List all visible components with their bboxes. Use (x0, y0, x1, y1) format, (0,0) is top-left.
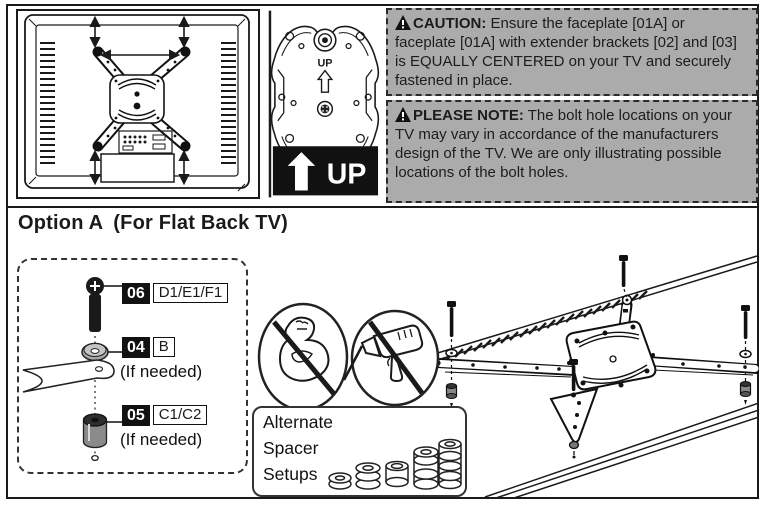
part-row-04 (122, 336, 175, 358)
part-note: (If needed) (120, 430, 203, 449)
washer-graphic (82, 344, 123, 361)
hardware-parts-box (17, 258, 248, 474)
tv-connector-panel (101, 131, 174, 182)
faceplate-closeup (268, 9, 380, 199)
tv-back-diagram-panel (16, 9, 260, 199)
mounting-bolt-3 (740, 305, 751, 405)
spacer-setup-1 (329, 473, 351, 489)
spacer-setup-2 (356, 463, 380, 489)
mounting-bolt-2 (619, 255, 628, 297)
section-divider (8, 206, 759, 208)
bracket-arm-graphic (23, 360, 114, 392)
spacer-setups-graphic (327, 430, 462, 492)
part-number-badge: 04 (122, 337, 150, 358)
alternate-spacer-label-1: Alternate (263, 412, 334, 432)
hardware-parts-graphic (21, 260, 131, 468)
caution-text: Ensure the faceplate [01A] or faceplate [01A] with extender brackets [02] and [03] is EQUALLY CENTERED on your TV and securely fastened in place. (395, 15, 737, 89)
screw-tip-graphic (92, 456, 98, 461)
option-a-title (18, 212, 288, 235)
up-banner (273, 146, 378, 195)
faceplate-x-bracket (94, 48, 190, 151)
faceplate-top-boss (314, 29, 336, 51)
plate-up-label: UP (317, 57, 333, 70)
part-code-badge: D1/E1/F1 (153, 283, 228, 303)
alternate-spacer-label-2: Spacer (263, 438, 319, 458)
alternate-spacer-label-3: Setups (263, 464, 318, 484)
warning-triangle-icon (395, 107, 411, 122)
tv-vents-left (40, 43, 55, 163)
alternate-spacer-box (252, 406, 467, 497)
faceplate-closeup-panel (268, 9, 380, 199)
warning-triangle-icon (395, 15, 411, 30)
faceplate-lower-boss (318, 102, 333, 117)
part-number-badge: 06 (122, 283, 150, 304)
part-code-badge: C1/C2 (153, 405, 208, 425)
up-banner-label: UP (326, 158, 367, 191)
caution-box (386, 8, 758, 96)
part-row-05 (122, 404, 207, 426)
extender-arm-right (647, 361, 757, 375)
extender-arm-left (435, 360, 575, 377)
option-a-label: Option A (18, 212, 104, 234)
option-a-subtitle: (For Flat Back TV) (113, 212, 289, 234)
faceplate-center (567, 322, 656, 390)
note-label: PLEASE NOTE: (413, 107, 524, 124)
please-note-box (386, 100, 758, 203)
caution-label: CAUTION: (413, 15, 487, 32)
spacer-setup-4 (414, 447, 438, 489)
tv-pedestal (101, 154, 174, 182)
spacer-setup-3 (386, 462, 408, 487)
prohibition-icons (252, 296, 448, 414)
tv-vents-right (221, 43, 236, 163)
spacer-setup-5 (439, 440, 461, 489)
part-code-badge: B (153, 337, 175, 357)
extender-arm-bottom (551, 389, 597, 459)
tv-back-diagram (18, 11, 258, 197)
bolt-graphic (86, 277, 123, 332)
note-text: The bolt hole locations on your TV may vary in accordance of the manufacturers design of the TV. We are only illustrating possible locations of the bolt holes. (395, 107, 733, 181)
no-excessive-force-icon (259, 304, 347, 410)
part-row-06 (122, 282, 228, 304)
spacer-graphic (84, 414, 124, 448)
part-number-badge: 05 (122, 405, 150, 426)
part-note: (If needed) (120, 362, 203, 381)
no-drill-icon (344, 311, 438, 405)
